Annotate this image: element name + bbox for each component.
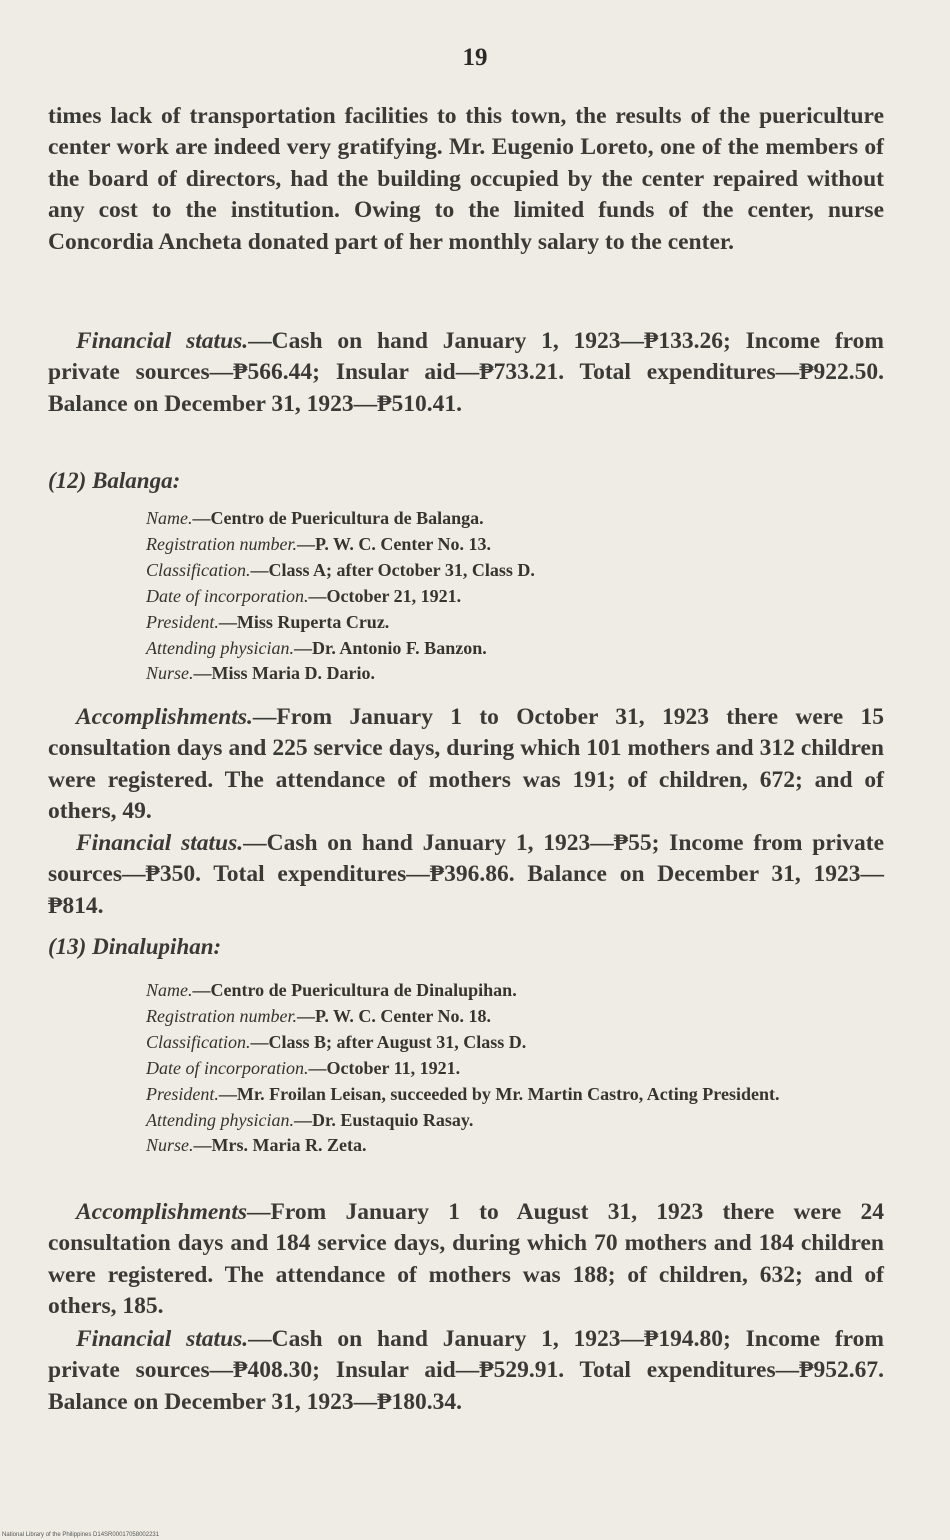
detail-row (146, 532, 886, 558)
detail-row (146, 584, 886, 610)
detail-value: —Class B; after August 31, Class D. (250, 1031, 527, 1052)
detail-value: —Miss Maria D. Dario. (193, 663, 375, 684)
accomplishments-text: —From January 1 to August 31, 1923 there were 24 consultation days and 184 service days, during which 70 mothers and 184 children were registered. The attendance of mothers was 188; of children, 632; and of others, 185. (48, 1199, 884, 1320)
detail-value: —October 11, 1921. (308, 1057, 461, 1078)
detail-label: Nurse. (146, 663, 194, 684)
detail-value: —Centro de Puericultura de Balanga. (192, 508, 484, 528)
detail-label: Name. (146, 980, 193, 1000)
detail-label: President. (146, 1083, 219, 1104)
archive-footer: National Library of the Philippines D14SR00017058002231 (2, 1532, 160, 1538)
section-number: (13) (48, 934, 87, 959)
detail-label: Name. (146, 508, 193, 528)
detail-value: —P. W. C. Center No. 13. (297, 533, 492, 554)
detail-row (146, 636, 886, 662)
detail-row (146, 1056, 886, 1082)
detail-value: —Centro de Puericultura de Dinalupihan. (192, 980, 517, 1000)
detail-value: —October 21, 1921. (308, 585, 462, 606)
detail-label: Classification. (146, 1031, 251, 1052)
dinalupihan-accomplishments (48, 1197, 884, 1323)
financial-status-text: —Cash on hand January 1, 1923—₱194.80; Income from private sources—₱408.30; Insular aid—₱529.91. Total expenditures—₱952.67. Balance on December 31, 1923—₱180.34. (48, 1326, 884, 1415)
detail-row (146, 1030, 886, 1056)
financial-status-text: —Cash on hand January 1, 1923—₱133.26; Income from private sources—₱566.44; Insular aid—₱733.21. Total expenditures—₱922.50. Balance on December 31, 1923—₱510.41. (48, 328, 884, 417)
detail-label: Date of incorporation. (146, 585, 309, 606)
detail-row (146, 1108, 886, 1134)
intro-paragraph: times lack of transportation facilities to this town, the results of the puericulture center work are indeed very gratifying. Mr. Eugenio Loreto, one of the members of the board of directors, had the building occupied by the center repaired without any cost to the institution. Owing to the limited funds of the center, nurse Concordia Ancheta donated part of her monthly salary to the center. (48, 103, 884, 255)
detail-label: President. (146, 611, 219, 632)
financial-status-paragraph-1 (48, 326, 884, 420)
detail-value: —P. W. C. Center No. 18. (297, 1005, 492, 1026)
balanga-financial-status (48, 828, 884, 922)
detail-label: Classification. (146, 559, 251, 580)
page-number: 19 (462, 44, 488, 71)
detail-row (146, 1004, 886, 1030)
balanga-accomplishments (48, 702, 884, 828)
detail-value: —Mr. Froilan Leisan, succeeded by Mr. Martin Castro, Acting President. (218, 1083, 780, 1104)
detail-value: —Mrs. Maria R. Zeta. (193, 1135, 367, 1156)
detail-value: —Dr. Antonio F. Banzon. (293, 637, 487, 658)
detail-row (146, 978, 886, 1004)
section-name: Dinalupihan: (92, 934, 222, 959)
section-heading-dinalupihan (48, 934, 221, 960)
detail-label: Registration number. (146, 533, 297, 554)
financial-status-text: —Cash on hand January 1, 1923—₱55; Income from private sources—₱350. Total expenditures—₱396.86. Balance on December 31, 1923—₱814. (48, 830, 885, 919)
balanga-details (146, 506, 886, 687)
detail-row (146, 1133, 886, 1159)
accomplishments-label: Accomplishments. (76, 704, 253, 730)
detail-label: Attending physician. (146, 1109, 294, 1130)
detail-row (146, 661, 886, 687)
detail-row (146, 506, 886, 532)
detail-row (146, 1082, 886, 1108)
section-heading-balanga (48, 468, 180, 494)
financial-status-label: Financial status. (76, 1326, 249, 1352)
dinalupihan-details (146, 978, 886, 1159)
detail-value: —Miss Ruperta Cruz. (218, 611, 390, 632)
detail-label: Registration number. (146, 1005, 297, 1026)
detail-row (146, 610, 886, 636)
financial-status-label: Financial status. (76, 830, 244, 856)
detail-value: —Dr. Eustaquio Rasay. (293, 1109, 474, 1130)
section-number: (12) (48, 468, 87, 493)
detail-value: —Class A; after October 31, Class D. (250, 559, 535, 580)
accomplishments-text: —From January 1 to October 31, 1923 there were 15 consultation days and 225 service days, during which 101 mothers and 312 children were registered. The attendance of mothers was 191; of children, 672; and of others, 49. (48, 704, 884, 825)
detail-row (146, 558, 886, 584)
detail-label: Date of incorporation. (146, 1057, 309, 1078)
section-name: Balanga: (92, 468, 181, 493)
financial-status-label: Financial status. (76, 328, 249, 354)
detail-label: Attending physician. (146, 637, 294, 658)
dinalupihan-financial-status (48, 1324, 884, 1418)
detail-label: Nurse. (146, 1135, 194, 1156)
accomplishments-label: Accomplishments (76, 1199, 248, 1225)
